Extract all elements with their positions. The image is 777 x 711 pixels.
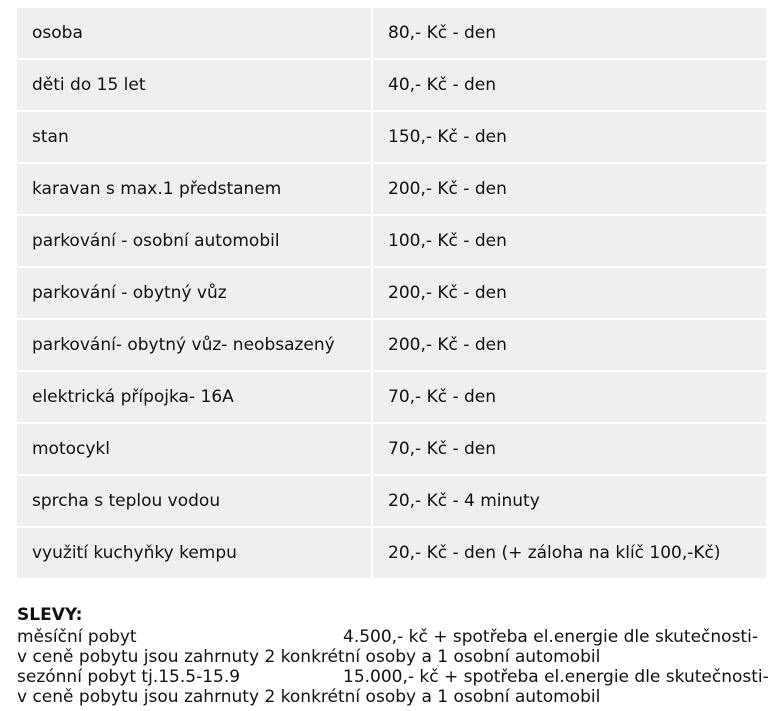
- table-row: [17, 267, 766, 319]
- item-name: parkování- obytný vůz- neobsazený: [17, 319, 372, 371]
- item-name: karavan s max.1 předstanem: [17, 163, 372, 215]
- item-price: 200,- Kč - den: [372, 163, 766, 215]
- table-row: [17, 8, 766, 59]
- item-name: využití kuchyňky kempu: [17, 527, 372, 579]
- seasonal-stay-line: [17, 667, 777, 687]
- table-row: [17, 111, 766, 163]
- table-row: [17, 215, 766, 267]
- discounts-heading: SLEVY:: [17, 605, 83, 625]
- table-row: [17, 59, 766, 111]
- item-name: parkování - obytný vůz: [17, 267, 372, 319]
- item-name: stan: [17, 111, 372, 163]
- item-price: 40,- Kč - den: [372, 59, 766, 111]
- table-row: [17, 319, 766, 371]
- item-price: 200,- Kč - den: [372, 267, 766, 319]
- table-row: [17, 527, 766, 579]
- item-name: sprcha s teplou vodou: [17, 475, 372, 527]
- monthly-stay-note: v ceně pobytu jsou zahrnuty 2 konkrétní osoby a 1 osobní automobil: [17, 647, 601, 667]
- item-name: motocykl: [17, 423, 372, 475]
- monthly-stay-line: [17, 627, 777, 647]
- price-table: [17, 8, 766, 580]
- seasonal-stay-note: v ceně pobytu jsou zahrnuty 2 konkrétní osoby a 1 osobní automobil: [17, 687, 601, 707]
- item-price: 150,- Kč - den: [372, 111, 766, 163]
- table-row: [17, 475, 766, 527]
- item-price: 200,- Kč - den: [372, 319, 766, 371]
- table-row: [17, 163, 766, 215]
- item-price: 100,- Kč - den: [372, 215, 766, 267]
- discounts-section: [17, 604, 777, 707]
- item-name: osoba: [17, 8, 372, 59]
- item-price: 20,- Kč - den (+ záloha na klíč 100,-Kč): [372, 527, 766, 579]
- monthly-stay-label: měsíční pobyt: [17, 627, 137, 647]
- seasonal-stay-price: 15.000,- kč + spotřeba el.energie dle skutečnosti-: [343, 667, 769, 687]
- seasonal-stay-label: sezónní pobyt tj.15.5-15.9: [17, 667, 241, 687]
- table-row: [17, 423, 766, 475]
- item-price: 70,- Kč - den: [372, 423, 766, 475]
- item-name: elektrická přípojka- 16A: [17, 371, 372, 423]
- item-name: děti do 15 let: [17, 59, 372, 111]
- item-price: 70,- Kč - den: [372, 371, 766, 423]
- item-name: parkování - osobní automobil: [17, 215, 372, 267]
- monthly-stay-price: 4.500,- kč + spotřeba el.energie dle skutečnosti-: [343, 627, 758, 647]
- table-row: [17, 371, 766, 423]
- item-price: 20,- Kč - 4 minuty: [372, 475, 766, 527]
- item-price: 80,- Kč - den: [372, 8, 766, 59]
